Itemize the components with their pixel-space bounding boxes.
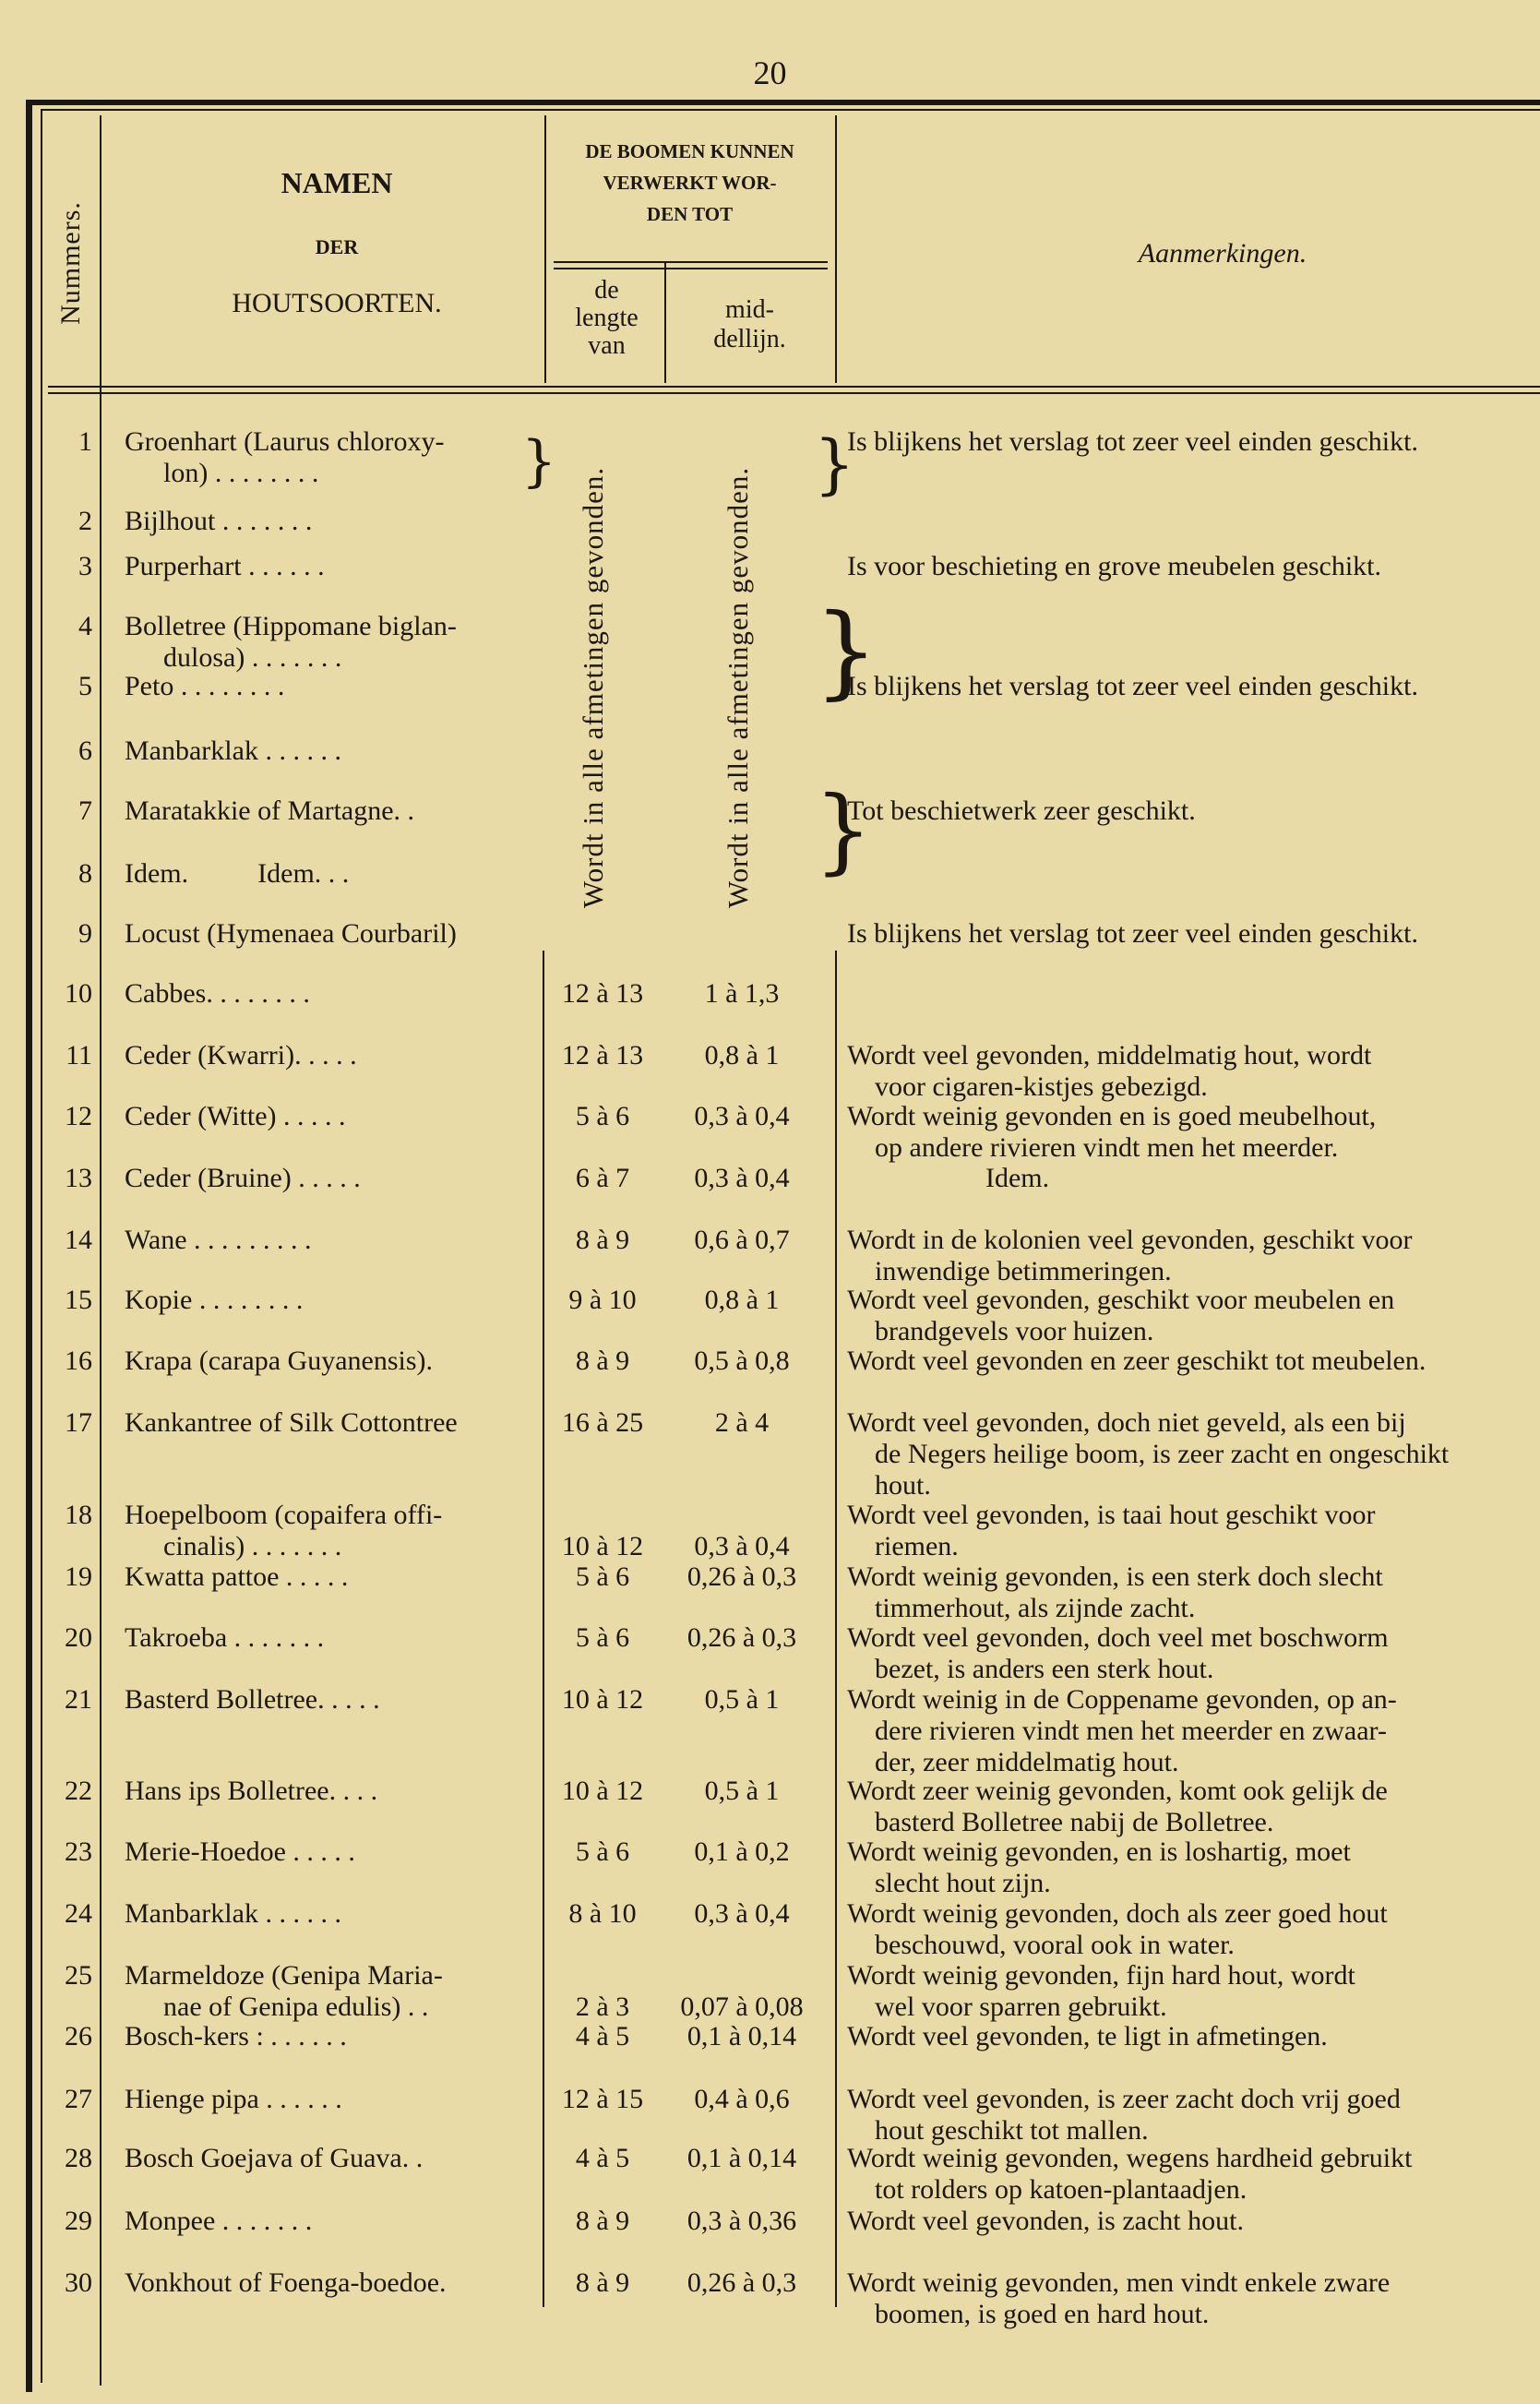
middellijn-value: 0,4 à 0,6 (694, 2084, 790, 2114)
middellijn-value: 0,5 à 1 (704, 1684, 780, 1715)
remark (847, 1622, 1540, 1685)
header-boomen-1: DE BOOMEN KUNNEN (585, 140, 794, 162)
remark-line: Wordt veel gevonden, te ligt in afmetingen. (847, 2021, 1328, 2051)
lengte-value: 2 à 3 (575, 1991, 630, 2022)
remark (847, 1898, 1540, 1961)
remark-line: wel voor sparren gebruikt. (875, 1991, 1167, 2022)
wood-name-line: Merie-Hoedoe . . . . . (125, 1836, 355, 1867)
remark-line: Wordt weinig gevonden, doch als zeer goed hout (847, 1898, 1388, 1929)
remark-line: der, zeer middelmatig hout. (875, 1747, 1179, 1777)
remark (847, 1684, 1540, 1778)
remark-line: Wordt weinig in de Coppename gevonden, op an- (847, 1684, 1397, 1715)
remark-line: inwendige betimmeringen. (875, 1256, 1172, 1286)
row-number: 16 (65, 1346, 92, 1376)
remark (847, 671, 1540, 702)
lengte-value: 6 à 7 (575, 1163, 630, 1193)
row-number: 29 (65, 2206, 92, 2236)
wood-name-line: Groenhart (Laurus chloroxy- (125, 426, 445, 457)
middellijn-value: 0,26 à 0,3 (686, 1622, 797, 1653)
wood-name (125, 506, 535, 537)
remark (847, 426, 1540, 458)
wood-name (125, 1163, 535, 1194)
remark (847, 2021, 1540, 2052)
lengte-value: 4 à 5 (575, 2143, 630, 2173)
wood-name-line: Hoepelboom (copaifera offi- (125, 1500, 443, 1530)
remark-line: riemen. (875, 1531, 959, 1561)
remark-line: de Negers heilige boom, is zeer zacht en ongeschikt (875, 1439, 1450, 1469)
row-number: 19 (65, 1561, 92, 1592)
row-number: 18 (65, 1500, 92, 1530)
header-lengte-3: van (588, 331, 626, 360)
lengte-value: 10 à 12 (561, 1776, 644, 1806)
remark-line: hout geschikt tot mallen. (875, 2115, 1149, 2146)
row-number: 23 (65, 1836, 92, 1867)
middellijn-merged-text: Wordt in alle afmetingen gevonden. (722, 466, 754, 909)
middellijn-value: 0,1 à 0,14 (686, 2143, 797, 2173)
wood-name-line: Kankantree of Silk Cottontree (125, 1407, 458, 1438)
wood-name (125, 795, 535, 827)
remark-line: Wordt veel gevonden, is taai hout geschikt voor (847, 1500, 1376, 1530)
remark-line: op andere rivieren vindt men het meerder. (875, 1132, 1339, 1163)
remark-line: Is blijkens het verslag tot zeer veel einden geschikt. (847, 918, 1418, 949)
header-bottom-rule-2 (48, 392, 1540, 394)
remark (847, 1101, 1540, 1164)
wood-name-line: Ceder (Bruine) . . . . . (125, 1163, 361, 1193)
header-nummers: Nummers. (55, 201, 86, 325)
wood-name-line: Bolletree (Hippomane biglan- (125, 611, 457, 641)
remark-line: timmerhout, als zijnde zacht. (875, 1593, 1196, 1623)
lengte-value: 12 à 13 (561, 978, 644, 1009)
remark (847, 1500, 1540, 1562)
wood-name-line: Hienge pipa . . . . . . (125, 2084, 342, 2114)
remark-line: Wordt veel gevonden en zeer geschikt tot meubelen. (847, 1346, 1427, 1376)
wood-name (125, 2267, 535, 2299)
remark-line: Wordt zeer weinig gevonden, komt ook gelijk de (847, 1776, 1388, 1806)
remark-line: dere rivieren vindt men het meerder en zwaar- (875, 1716, 1387, 1746)
wood-name-line: Vonkhout of Foenga-boedoe. (125, 2267, 447, 2298)
wood-name-line: Ceder (Witte) . . . . . (125, 1101, 346, 1131)
wood-name (125, 978, 535, 1010)
wood-name-line: Idem. Idem. . . (125, 858, 350, 889)
wood-name-line: Wane . . . . . . . . . (125, 1225, 312, 1255)
col-divider-dia-body (835, 951, 837, 2307)
wood-name (125, 1040, 535, 1071)
wood-name (125, 1960, 535, 2023)
remark-line: Wordt veel gevonden, middelmatig hout, wordt (847, 1040, 1372, 1070)
wood-name (125, 426, 535, 489)
header-bottom-rule (48, 386, 1540, 388)
wood-name (125, 1285, 535, 1316)
wood-name (125, 736, 535, 767)
remark-line: boomen, is goed en hard hout. (875, 2299, 1210, 2329)
wood-name-line: lon) . . . . . . . . (163, 458, 319, 488)
remark (847, 1285, 1540, 1347)
wood-name (125, 1346, 535, 1377)
remark-line: basterd Bolletree nabij de Bolletree. (875, 1807, 1274, 1837)
remark (847, 1346, 1540, 1377)
remark-line: brandgevels voor huizen. (875, 1316, 1154, 1346)
wood-name (125, 1684, 535, 1716)
wood-name (125, 918, 535, 950)
wood-name-line: Kopie . . . . . . . . (125, 1285, 304, 1315)
brace-remarks-1: } (814, 426, 855, 502)
middellijn-value: 0,3 à 0,4 (694, 1101, 790, 1131)
header-namen: NAMEN (281, 166, 393, 199)
row-number: 27 (65, 2084, 92, 2114)
middellijn-value: 0,26 à 0,3 (686, 1561, 797, 1592)
remark-line: Is blijkens het verslag tot zeer veel einden geschikt. (847, 671, 1418, 701)
wood-name (125, 611, 535, 674)
header-middellijn-1: mid- (725, 295, 774, 324)
remark-line: beschouwd, vooral ook in water. (875, 1930, 1235, 1960)
lengte-value: 8 à 9 (575, 2206, 630, 2236)
remark-line: hout. (875, 1470, 931, 1501)
wood-name (125, 1561, 535, 1593)
remark (847, 1163, 1540, 1194)
row-number: 3 (78, 551, 92, 581)
row-number: 22 (65, 1776, 92, 1806)
header-aanmerkingen: Aanmerkingen. (1138, 238, 1307, 269)
col-divider-len (664, 261, 666, 383)
header-lengte-1: de (594, 276, 619, 305)
remark-line: Wordt weinig gevonden, is een sterk doch slecht (847, 1561, 1383, 1592)
lengte-value: 8 à 9 (575, 1346, 630, 1376)
wood-name-line: Kwatta pattoe . . . . . (125, 1561, 349, 1592)
remark-line: Wordt veel gevonden, is zeer zacht doch vrij goed (847, 2084, 1401, 2114)
remark (847, 551, 1540, 582)
remark-line: Wordt veel gevonden, doch niet geveld, als een bij (847, 1407, 1406, 1438)
wood-name (125, 671, 535, 702)
row-number: 15 (65, 1285, 92, 1315)
wood-name-line: Bijlhout . . . . . . . (125, 506, 313, 536)
header-lengte-2: lengte (575, 304, 639, 332)
remark (847, 795, 1540, 827)
wood-name-line: nae of Genipa edulis) . . (163, 1991, 429, 2022)
lengte-value: 16 à 25 (561, 1407, 644, 1438)
wood-name-line: Locust (Hymenaea Courbaril) (125, 918, 457, 949)
wood-name-line: Basterd Bolletree. . . . . (125, 1684, 380, 1715)
row-number: 13 (65, 1163, 92, 1193)
header-middellijn-2: dellijn. (713, 325, 786, 353)
remark-line: tot rolders op katoen-plantaadjen. (875, 2174, 1248, 2205)
row-number: 21 (65, 1684, 92, 1715)
remark-line: Wordt veel gevonden, geschikt voor meubelen en (847, 1285, 1395, 1315)
wood-name-line: Marmeldoze (Genipa Maria- (125, 1960, 443, 1991)
wood-name-line: Krapa (carapa Guyanensis). (125, 1346, 433, 1376)
wood-name-line: Purperhart . . . . . . (125, 551, 325, 581)
wood-name (125, 2143, 535, 2174)
row-number: 10 (65, 978, 92, 1009)
remark (847, 2206, 1540, 2237)
remark (847, 1776, 1540, 1838)
header-subrule (554, 261, 828, 263)
wood-name-line: Bosch-kers : . . . . . . (125, 2021, 347, 2051)
wood-name (125, 1836, 535, 1868)
row-number: 28 (65, 2143, 92, 2173)
lengte-value: 5 à 6 (575, 1836, 630, 1867)
wood-name (125, 1776, 535, 1807)
wood-name-line: Hans ips Bolletree. . . . (125, 1776, 378, 1806)
middellijn-value: 0,07 à 0,08 (680, 1991, 804, 2022)
wood-name (125, 2084, 535, 2115)
row-number: 12 (65, 1101, 92, 1131)
wood-name-line: cinalis) . . . . . . . (163, 1531, 342, 1561)
lengte-value: 5 à 6 (575, 1622, 630, 1653)
lengte-value: 5 à 6 (575, 1561, 630, 1592)
wood-name (125, 1898, 535, 1930)
col-divider-num (100, 115, 101, 2386)
brace-remarks-3: } (814, 776, 873, 884)
lengte-value: 4 à 5 (575, 2021, 630, 2051)
row-number: 5 (78, 671, 92, 701)
row-number: 4 (78, 611, 92, 641)
header-der: DER (315, 235, 359, 258)
row-number: 26 (65, 2021, 92, 2051)
col-divider-dia (835, 115, 837, 383)
row-number: 17 (65, 1407, 92, 1438)
middellijn-value: 0,6 à 0,7 (694, 1225, 790, 1255)
remark (847, 2143, 1540, 2206)
middellijn-value: 1 à 1,3 (704, 978, 780, 1009)
lengte-value: 5 à 6 (575, 1101, 630, 1131)
wood-name-line: Manbarklak . . . . . . (125, 736, 341, 766)
remark-line: slecht hout zijn. (875, 1868, 1051, 1898)
middellijn-value: 0,8 à 1 (704, 1285, 780, 1315)
remark-line: Wordt weinig gevonden, wegens hardheid gebruikt (847, 2143, 1413, 2173)
row-number: 30 (65, 2267, 92, 2298)
page-number: 20 (753, 54, 787, 91)
wood-name-line: Maratakkie of Martagne. . (125, 795, 415, 826)
header-boomen-2: VERWERKT WOR- (603, 172, 777, 194)
brace-remarks-2: } (814, 592, 878, 710)
middellijn-value: 0,1 à 0,14 (686, 2021, 797, 2051)
wood-name-line: Monpee . . . . . . . (125, 2206, 313, 2236)
wood-name-line: Bosch Goejava of Guava. . (125, 2143, 424, 2173)
lengte-value: 10 à 12 (561, 1531, 644, 1561)
row-number: 20 (65, 1622, 92, 1653)
wood-name (125, 2021, 535, 2052)
remark-line: Wordt veel gevonden, is zacht hout. (847, 2206, 1244, 2236)
middellijn-value: 0,1 à 0,2 (694, 1836, 790, 1867)
row-number: 2 (78, 506, 92, 536)
wood-name-line: dulosa) . . . . . . . (163, 642, 342, 673)
header-middellijn (669, 295, 830, 354)
wood-name (125, 858, 535, 890)
lengte-value: 8 à 9 (575, 2267, 630, 2298)
wood-name (125, 1500, 535, 1562)
row-number: 8 (78, 858, 92, 889)
remark (847, 2267, 1540, 2330)
header-lengte (549, 277, 664, 360)
remark (847, 1561, 1540, 1624)
row-number: 14 (65, 1225, 92, 1255)
wood-name (125, 1622, 535, 1654)
remark (847, 1960, 1540, 2023)
header-boomen-3: DEN TOT (646, 203, 734, 225)
wood-name-line: Takroeba . . . . . . . (125, 1622, 325, 1653)
remark (847, 1225, 1540, 1287)
middellijn-value: 0,5 à 1 (704, 1776, 780, 1806)
remark (847, 918, 1540, 950)
row-number: 6 (78, 736, 92, 766)
wood-name-line: Peto . . . . . . . . (125, 671, 285, 701)
remark (847, 1040, 1540, 1103)
wood-name (125, 1101, 535, 1132)
middellijn-value: 0,8 à 1 (704, 1040, 780, 1070)
remark-line: Wordt weinig gevonden, men vindt enkele zware (847, 2267, 1391, 2298)
brace-names: } (521, 429, 557, 494)
remark-line: voor cigaren-kistjes gebezigd. (875, 1071, 1208, 1102)
lengte-value: 10 à 12 (561, 1684, 644, 1715)
wood-name-line: Ceder (Kwarri). . . . . (125, 1040, 357, 1070)
remark-line: Wordt weinig gevonden, fijn hard hout, wordt (847, 1960, 1355, 1991)
middellijn-value: 0,3 à 0,4 (694, 1531, 790, 1561)
lengte-value: 9 à 10 (568, 1285, 637, 1315)
wood-name (125, 1225, 535, 1256)
remark-line: Tot beschietwerk zeer geschikt. (847, 795, 1196, 826)
col-divider-name (544, 115, 546, 383)
remark-line: Is blijkens het verslag tot zeer veel einden geschikt. (847, 426, 1418, 457)
wood-name (125, 551, 535, 582)
remark-line: Wordt veel gevonden, doch veel met boschworm (847, 1622, 1389, 1653)
remark-line: bezet, is anders een sterk hout. (875, 1654, 1214, 1684)
middellijn-value: 0,26 à 0,3 (686, 2267, 797, 2298)
middellijn-value: 0,5 à 0,8 (694, 1346, 790, 1376)
middellijn-value: 0,3 à 0,4 (694, 1898, 790, 1929)
row-number: 24 (65, 1898, 92, 1929)
remark (847, 1407, 1540, 1501)
wood-name (125, 2206, 535, 2237)
middellijn-value: 2 à 4 (714, 1407, 770, 1438)
lengte-value: 12 à 13 (561, 1040, 644, 1070)
header-subrule-2 (554, 268, 828, 269)
remark-line: Idem. (985, 1163, 1050, 1193)
middellijn-value: 0,3 à 0,4 (694, 1163, 790, 1193)
middellijn-value: 0,3 à 0,36 (686, 2206, 797, 2236)
row-number: 9 (78, 918, 92, 949)
header-houtsoorten: HOUTSOORTEN. (232, 288, 442, 318)
remark-line: Wordt weinig gevonden en is goed meubelhout, (847, 1101, 1377, 1131)
lengte-value: 8 à 9 (575, 1225, 630, 1255)
wood-name-line: Cabbes. . . . . . . . (125, 978, 310, 1009)
lengte-value: 8 à 10 (568, 1898, 637, 1929)
remark-line: Wordt weinig gevonden, en is loshartig, moet (847, 1836, 1351, 1867)
remark (847, 2084, 1540, 2147)
remark-line: Wordt in de kolonien veel gevonden, geschikt voor (847, 1225, 1413, 1255)
row-number: 11 (66, 1040, 92, 1070)
remark-line: Is voor beschieting en grove meubelen geschikt. (847, 551, 1381, 581)
lengte-value: 12 à 15 (561, 2084, 644, 2114)
wood-name-line: Manbarklak . . . . . . (125, 1898, 341, 1929)
wood-name (125, 1407, 535, 1439)
row-number: 1 (78, 426, 92, 457)
row-number: 25 (65, 1960, 92, 1991)
row-number: 7 (78, 795, 92, 826)
lengte-merged-text: Wordt in alle afmetingen gevonden. (577, 466, 609, 909)
remark (847, 1836, 1540, 1899)
